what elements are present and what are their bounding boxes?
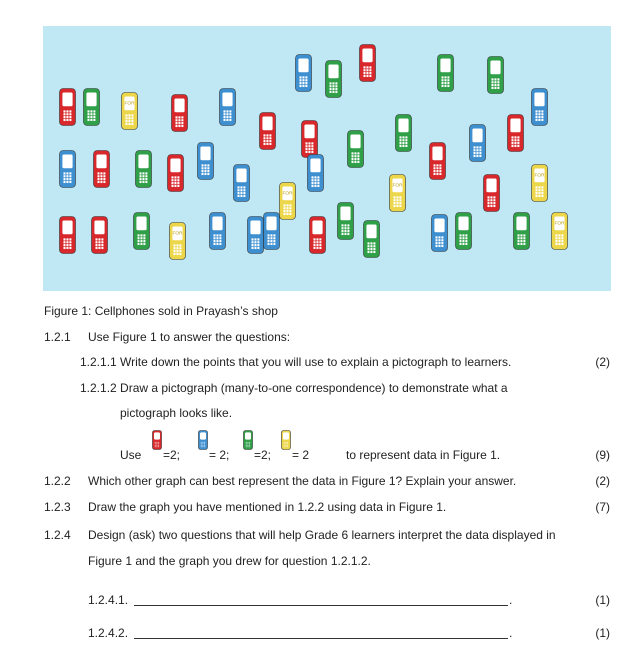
question-1-2-4-number: 1.2.4	[44, 528, 71, 542]
blue-cellphone-icon	[247, 216, 264, 254]
question-1-2-1-text: Use Figure 1 to answer the questions:	[88, 330, 291, 344]
question-1-2-4-line1: Design (ask) two questions that will help Grade 6 learners interpret the data displayed in	[88, 528, 556, 542]
answer-line-1-end: .	[509, 593, 513, 607]
svg-text:FOR: FOR	[554, 221, 565, 227]
blue-cellphone-icon	[307, 154, 324, 192]
question-1-2-3-text: Draw the graph you have mentioned in 1.2.2 using data in Figure 1.	[88, 500, 447, 514]
blue-cellphone-icon	[295, 54, 312, 92]
answer-line-2-end: .	[509, 626, 513, 640]
figure-caption: Figure 1: Cellphones sold in Prayash’s shop	[44, 304, 278, 318]
green-cellphone-icon	[455, 212, 472, 250]
blue-cellphone-icon	[197, 142, 214, 180]
question-1-2-2-marks: (2)	[595, 474, 610, 488]
red-cellphone-icon	[483, 174, 500, 212]
green-cellphone-icon	[83, 88, 100, 126]
blue-cellphone-icon	[59, 150, 76, 188]
question-1-2-2-number: 1.2.2	[44, 474, 71, 488]
svg-text:FOR: FOR	[172, 231, 183, 237]
key-tail-text: to represent data in Figure 1.	[346, 448, 501, 462]
question-1-2-1-2-line2: pictograph looks like.	[120, 406, 233, 420]
blue-cellphone-icon	[531, 88, 548, 126]
key-red-value: =2;	[163, 448, 181, 462]
red-cellphone-icon	[93, 150, 110, 188]
red-cellphone-icon	[59, 88, 76, 126]
yellow-cellphone-icon	[531, 164, 548, 202]
cellphones-figure	[43, 26, 611, 291]
question-1-2-3-marks: (7)	[595, 500, 610, 514]
green-cellphone-icon	[135, 150, 152, 188]
yellow-cellphone-icon	[121, 92, 138, 130]
red-cellphone-icon	[309, 216, 326, 254]
green-cellphone-icon	[347, 130, 364, 168]
blue-phone-icon	[198, 430, 208, 450]
green-phone-icon	[243, 430, 253, 450]
green-cellphone-icon	[337, 202, 354, 240]
blue-cellphone-icon	[209, 212, 226, 250]
blue-cellphone-icon	[469, 124, 486, 162]
svg-text:FOR: FOR	[282, 191, 293, 197]
key-yellow-value: = 2	[292, 448, 310, 462]
blue-cellphone-icon	[219, 88, 236, 126]
yellow-cellphone-icon	[279, 182, 296, 220]
question-1-2-1-number: 1.2.1	[44, 330, 71, 344]
question-1-2-4-line2: Figure 1 and the graph you drew for question 1.2.1.2.	[88, 554, 371, 568]
green-cellphone-icon	[487, 56, 504, 94]
yellow-cellphone-icon	[551, 212, 568, 250]
red-phone-icon	[152, 430, 162, 450]
green-cellphone-icon	[395, 114, 412, 152]
green-cellphone-icon	[133, 212, 150, 250]
green-cellphone-icon	[363, 220, 380, 258]
answer-line-2	[134, 638, 508, 639]
red-cellphone-icon	[259, 112, 276, 150]
red-cellphone-icon	[171, 94, 188, 132]
red-cellphone-icon	[59, 216, 76, 254]
red-cellphone-icon	[167, 154, 184, 192]
answer-line-1	[134, 605, 508, 606]
key-green-value: =2;	[254, 448, 272, 462]
yellow-cellphone-icon	[169, 222, 186, 260]
blue-cellphone-icon	[263, 212, 280, 250]
key-marks: (9)	[595, 448, 610, 462]
red-cellphone-icon	[429, 142, 446, 180]
blue-cellphone-icon	[233, 164, 250, 202]
key-use-label: Use	[120, 448, 142, 462]
key-blue-value: = 2;	[209, 448, 230, 462]
question-1-2-2-text: Which other graph can best represent the data in Figure 1? Explain your answer.	[88, 474, 517, 488]
green-cellphone-icon	[325, 60, 342, 98]
red-cellphone-icon	[91, 216, 108, 254]
question-1-2-4-2-label: 1.2.4.2.	[88, 626, 129, 640]
question-1-2-1-2-line1: 1.2.1.2 Draw a pictograph (many-to-one correspondence) to demonstrate what a	[80, 381, 508, 395]
question-1-2-1-1-text: 1.2.1.1 Write down the points that you will use to explain a pictograph to learners.	[80, 355, 512, 369]
svg-text:FOR: FOR	[392, 183, 403, 189]
green-cellphone-icon	[437, 54, 454, 92]
svg-text:FOR: FOR	[124, 101, 135, 107]
yellow-cellphone-icon	[389, 174, 406, 212]
question-1-2-3-number: 1.2.3	[44, 500, 71, 514]
green-cellphone-icon	[513, 212, 530, 250]
blue-cellphone-icon	[431, 214, 448, 252]
question-1-2-4-1-marks: (1)	[595, 593, 610, 607]
red-cellphone-icon	[507, 114, 524, 152]
question-1-2-4-2-marks: (1)	[595, 626, 610, 640]
question-1-2-4-1-label: 1.2.4.1.	[88, 593, 129, 607]
svg-text:FOR: FOR	[534, 173, 545, 179]
red-cellphone-icon	[359, 44, 376, 82]
question-1-2-1-1-marks: (2)	[595, 355, 610, 369]
yellow-phone-icon	[281, 430, 291, 450]
red-cellphone-icon	[301, 120, 318, 158]
